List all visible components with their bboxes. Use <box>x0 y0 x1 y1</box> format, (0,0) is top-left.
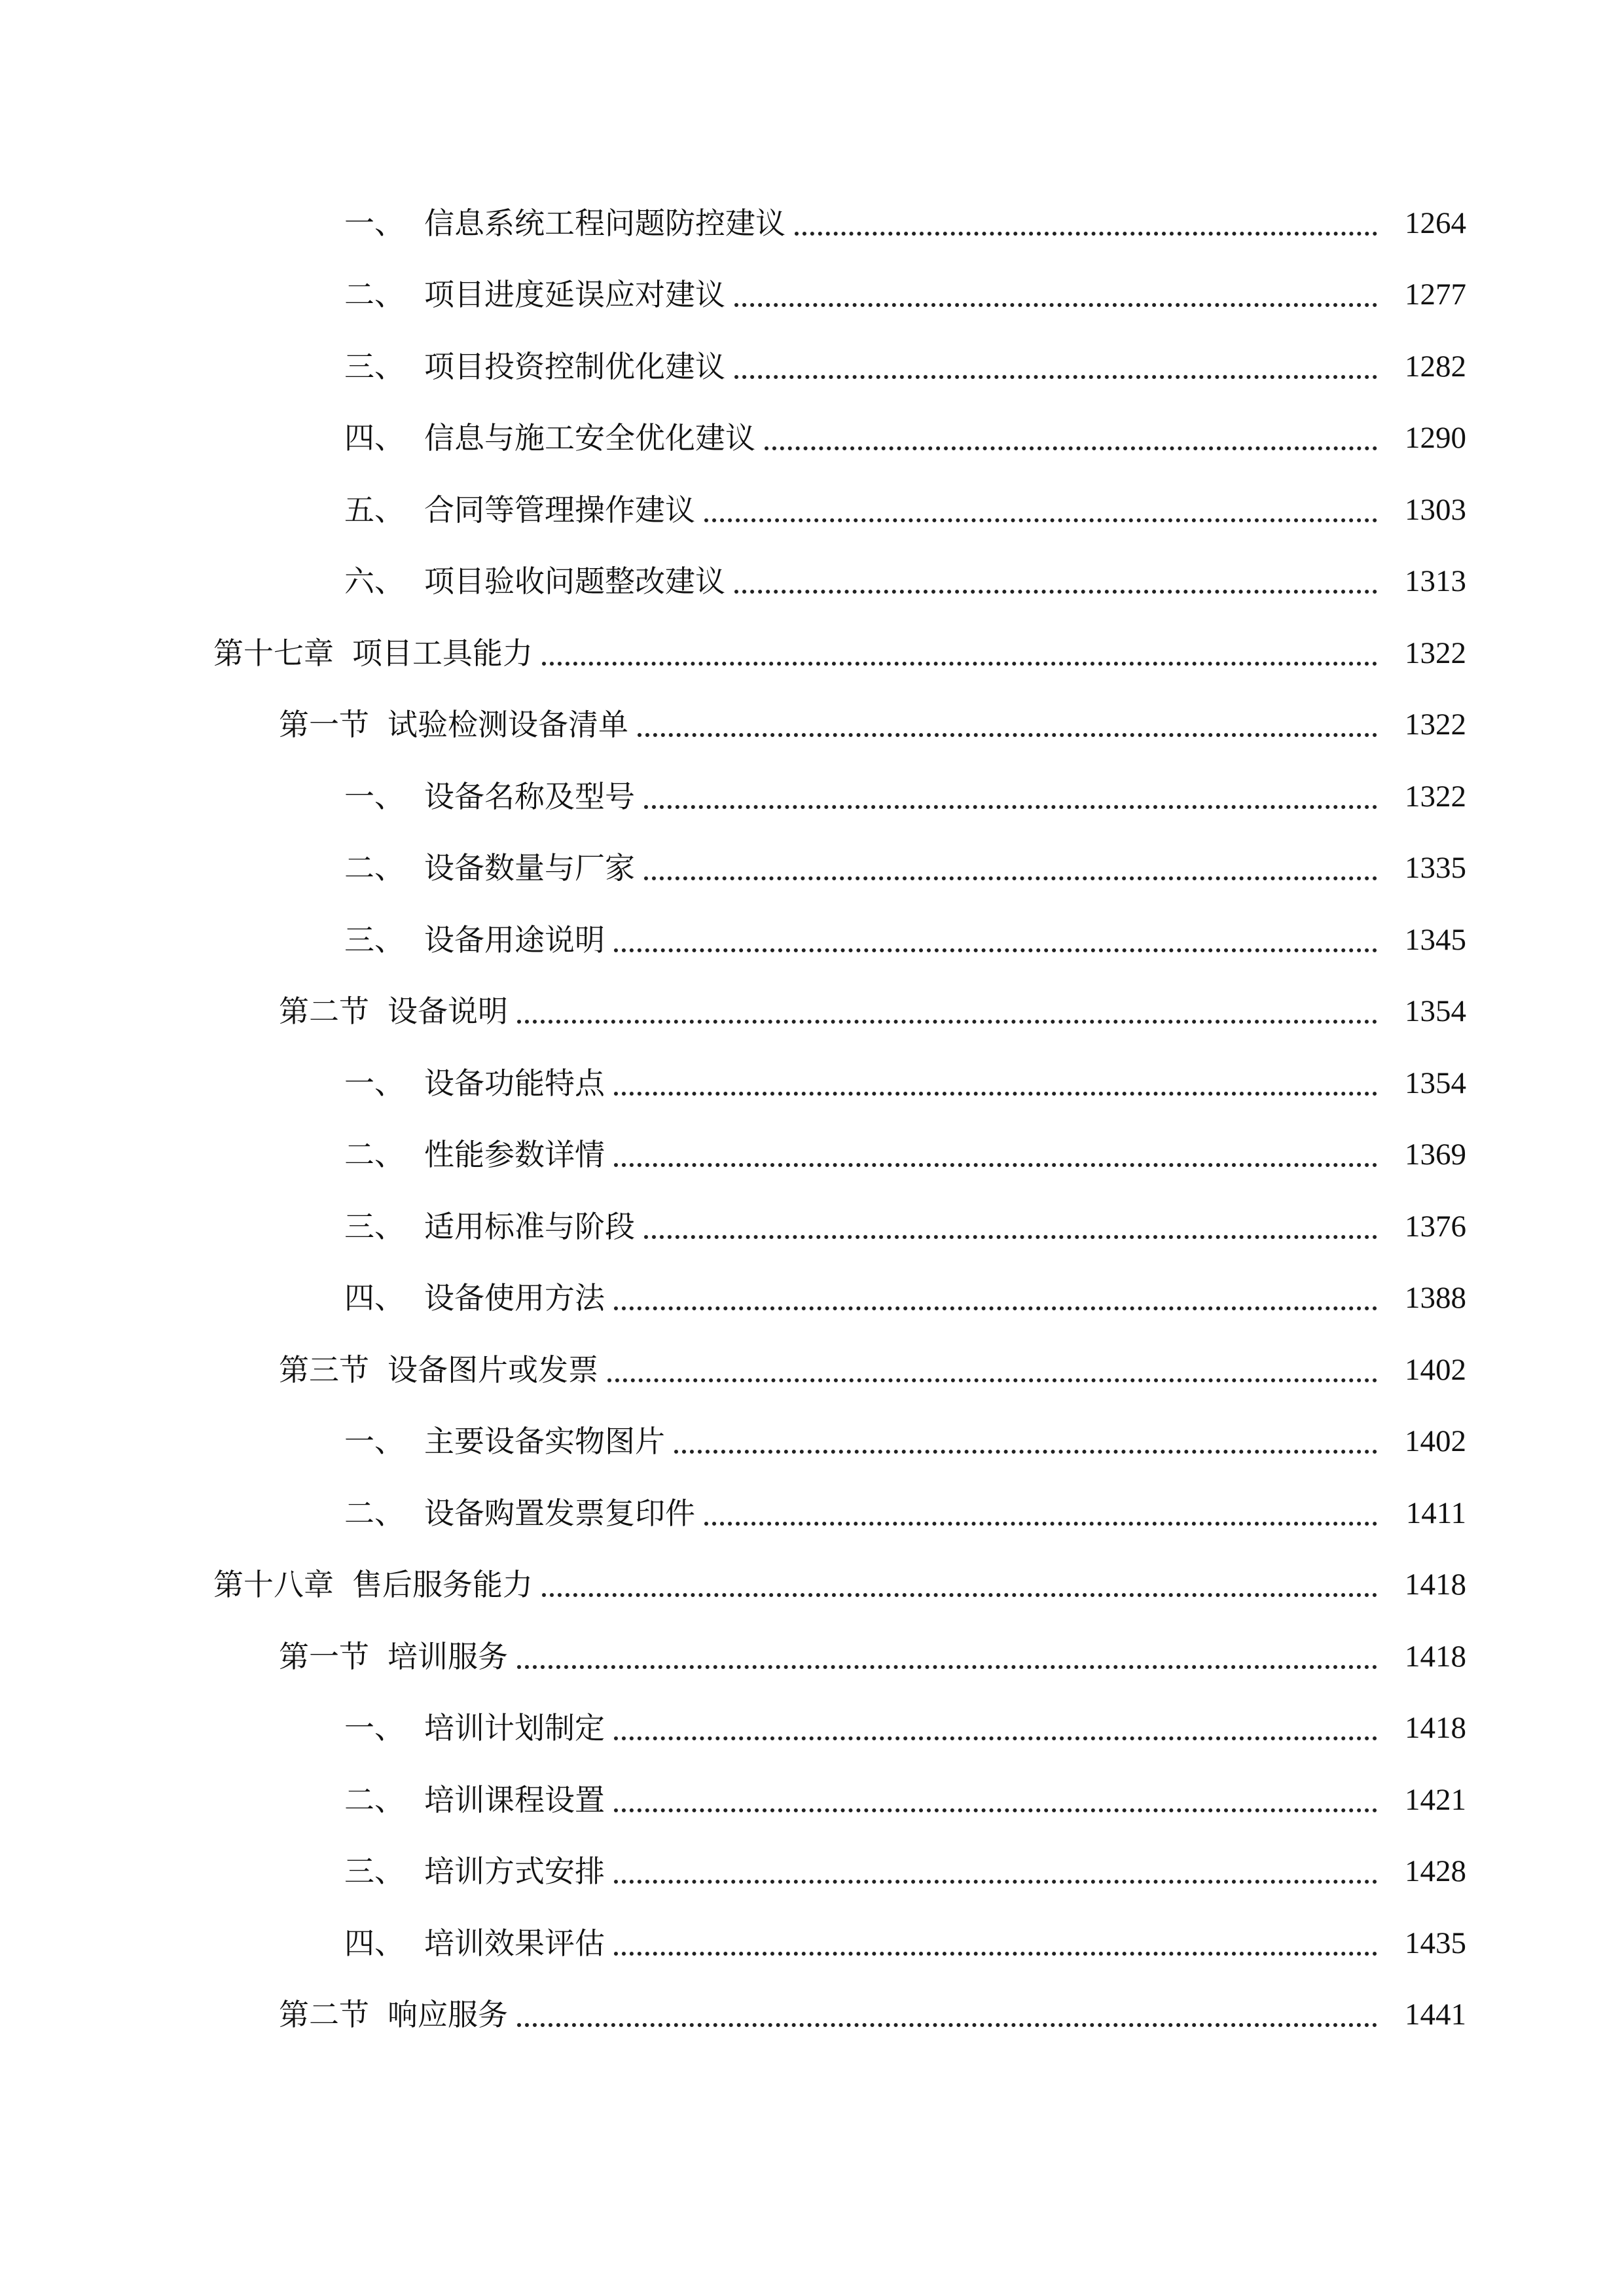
toc-entry-title: 设备使用方法 <box>424 1280 605 1316</box>
toc-entry-title: 试验检测设备清单 <box>388 707 628 743</box>
toc-entry[interactable] <box>0 1836 1624 1908</box>
dot-leader <box>542 662 1377 666</box>
toc-entry-title: 设备用途说明 <box>424 922 605 958</box>
dot-leader <box>795 232 1377 236</box>
toc-entry-marker: 四、 <box>344 420 405 456</box>
dot-leader <box>542 1593 1377 1597</box>
toc-entry-marker: 一、 <box>344 205 405 241</box>
toc-section-entry[interactable] <box>0 976 1624 1048</box>
toc-entry-marker: 三、 <box>344 348 405 384</box>
toc-entry-page-number: 1428 <box>1405 1854 1466 1889</box>
toc-entry-marker: 第二节 <box>279 1997 369 2033</box>
toc-entry-page-number: 1290 <box>1405 421 1466 456</box>
dot-leader <box>614 1808 1377 1812</box>
toc-entry-page-number: 1418 <box>1405 1639 1466 1674</box>
toc-entry-title: 信息与施工安全优化建议 <box>424 420 755 456</box>
toc-entry-title: 培训方式安排 <box>424 1854 605 1890</box>
toc-entry-marker: 三、 <box>344 1854 405 1890</box>
dot-leader <box>614 1092 1377 1096</box>
toc-entry-page-number: 1376 <box>1405 1209 1466 1244</box>
toc-entry-title: 项目投资控制优化建议 <box>424 348 725 384</box>
toc-entry[interactable] <box>0 546 1624 618</box>
dot-leader <box>614 1952 1377 1956</box>
toc-entry-page-number: 1388 <box>1405 1281 1466 1316</box>
toc-entry-marker: 第十八章 <box>213 1567 334 1603</box>
dot-leader <box>734 303 1377 307</box>
toc-entry-page-number: 1335 <box>1405 851 1466 886</box>
toc-entry[interactable] <box>0 1047 1624 1119</box>
toc-entry[interactable] <box>0 1693 1624 1765</box>
dot-leader <box>765 446 1377 450</box>
toc-entry-page-number: 1369 <box>1405 1138 1466 1172</box>
toc-entry-marker: 二、 <box>344 1495 405 1531</box>
toc-section-entry[interactable] <box>0 689 1624 761</box>
toc-entry-title: 培训计划制定 <box>424 1710 605 1746</box>
toc-entry-title: 信息系统工程问题防控建议 <box>424 205 785 241</box>
toc-entry[interactable] <box>0 187 1624 259</box>
toc-entry-page-number: 1441 <box>1405 1998 1466 2032</box>
toc-entry-marker: 二、 <box>344 1782 405 1818</box>
toc-entry[interactable] <box>0 403 1624 475</box>
toc-entry-page-number: 1402 <box>1405 1424 1466 1459</box>
dot-leader <box>644 876 1377 880</box>
toc-entry-marker: 一、 <box>344 778 405 814</box>
toc-entry-marker: 三、 <box>344 922 405 958</box>
dot-leader <box>704 518 1377 522</box>
toc-entry-page-number: 1303 <box>1405 492 1466 527</box>
toc-entry[interactable] <box>0 761 1624 833</box>
toc-entry-title: 设备名称及型号 <box>424 778 635 814</box>
toc-section-entry[interactable] <box>0 1334 1624 1406</box>
dot-leader <box>517 2023 1377 2027</box>
toc-entry-page-number: 1435 <box>1405 1926 1466 1960</box>
dot-leader <box>644 1235 1377 1239</box>
toc-entry-marker: 五、 <box>344 492 405 528</box>
toc-entry[interactable] <box>0 904 1624 976</box>
toc-entry-title: 性能参数详情 <box>424 1137 605 1173</box>
toc-entry-title: 售后服务能力 <box>352 1567 533 1603</box>
toc-entry-page-number: 1313 <box>1405 564 1466 599</box>
toc-entry-page-number: 1277 <box>1405 278 1466 312</box>
dot-leader <box>614 1736 1377 1740</box>
toc-entry-title: 适用标准与阶段 <box>424 1208 635 1244</box>
toc-entry[interactable] <box>0 1263 1624 1335</box>
toc-entry-marker: 四、 <box>344 1280 405 1316</box>
toc-entry-title: 设备数量与厂家 <box>424 850 635 886</box>
toc-entry-marker: 第一节 <box>279 1638 369 1674</box>
toc-entry-title: 合同等管理操作建议 <box>424 492 695 528</box>
toc-entry-title: 培训效果评估 <box>424 1925 605 1961</box>
dot-leader <box>734 375 1377 379</box>
dot-leader <box>614 1163 1377 1167</box>
dot-leader <box>704 1522 1377 1526</box>
toc-entry-title: 设备说明 <box>388 994 508 1030</box>
table-of-contents <box>0 187 1624 2051</box>
toc-entry-page-number: 1264 <box>1405 206 1466 240</box>
dot-leader <box>614 1880 1377 1884</box>
toc-entry-marker: 第一节 <box>279 707 369 743</box>
toc-entry-page-number: 1322 <box>1405 636 1466 670</box>
toc-entry[interactable] <box>0 474 1624 546</box>
toc-entry-marker: 一、 <box>344 1424 405 1460</box>
toc-entry-title: 项目工具能力 <box>352 635 533 671</box>
toc-entry-page-number: 1402 <box>1405 1352 1466 1387</box>
toc-entry-page-number: 1322 <box>1405 779 1466 814</box>
toc-entry-title: 项目进度延误应对建议 <box>424 277 725 313</box>
dot-leader <box>644 805 1377 809</box>
toc-entry-title: 响应服务 <box>388 1997 508 2033</box>
toc-entry-title: 设备图片或发票 <box>388 1352 598 1388</box>
toc-entry[interactable] <box>0 259 1624 331</box>
toc-entry-marker: 二、 <box>344 1137 405 1173</box>
toc-entry-title: 培训课程设置 <box>424 1782 605 1818</box>
toc-entry[interactable] <box>0 331 1624 403</box>
toc-entry[interactable] <box>0 1764 1624 1836</box>
toc-entry-marker: 一、 <box>344 1065 405 1101</box>
toc-entry-page-number: 1354 <box>1405 1066 1466 1100</box>
dot-leader <box>607 1378 1377 1382</box>
toc-entry-marker: 第三节 <box>279 1352 369 1388</box>
toc-entry-title: 主要设备实物图片 <box>424 1424 665 1460</box>
toc-entry-marker: 二、 <box>344 850 405 886</box>
dot-leader <box>638 733 1377 737</box>
dot-leader <box>517 1665 1377 1669</box>
toc-entry-marker: 第十七章 <box>213 635 334 671</box>
toc-entry-title: 培训服务 <box>388 1638 508 1674</box>
toc-chapter-entry[interactable] <box>0 1549 1624 1621</box>
toc-entry-page-number: 1411 <box>1405 1496 1466 1530</box>
toc-entry-marker: 二、 <box>344 277 405 313</box>
toc-entry-page-number: 1282 <box>1405 349 1466 384</box>
toc-section-entry[interactable] <box>0 1621 1624 1693</box>
dot-leader <box>734 590 1377 594</box>
toc-entry-page-number: 1421 <box>1405 1782 1466 1817</box>
dot-leader <box>614 1306 1377 1310</box>
toc-entry-page-number: 1418 <box>1405 1711 1466 1746</box>
toc-entry-title: 项目验收问题整改建议 <box>424 564 725 600</box>
toc-entry-marker: 三、 <box>344 1208 405 1244</box>
toc-entry[interactable] <box>0 1907 1624 1979</box>
toc-entry[interactable] <box>0 833 1624 905</box>
toc-entry[interactable] <box>0 1119 1624 1191</box>
toc-entry-marker: 一、 <box>344 1710 405 1746</box>
dot-leader <box>674 1450 1377 1454</box>
toc-entry-page-number: 1345 <box>1405 922 1466 957</box>
toc-entry-marker: 六、 <box>344 564 405 600</box>
toc-entry-page-number: 1418 <box>1405 1568 1466 1602</box>
toc-section-entry[interactable] <box>0 1979 1624 2051</box>
toc-entry-page-number: 1354 <box>1405 994 1466 1029</box>
toc-entry-title: 设备购置发票复印件 <box>424 1495 695 1531</box>
toc-entry[interactable] <box>0 1477 1624 1549</box>
dot-leader <box>614 948 1377 952</box>
toc-chapter-entry[interactable] <box>0 617 1624 689</box>
toc-entry-marker: 四、 <box>344 1925 405 1961</box>
toc-entry[interactable] <box>0 1406 1624 1478</box>
toc-entry-title: 设备功能特点 <box>424 1065 605 1101</box>
toc-entry[interactable] <box>0 1191 1624 1263</box>
toc-entry-page-number: 1322 <box>1405 708 1466 742</box>
toc-entry-marker: 第二节 <box>279 994 369 1030</box>
dot-leader <box>517 1020 1377 1024</box>
